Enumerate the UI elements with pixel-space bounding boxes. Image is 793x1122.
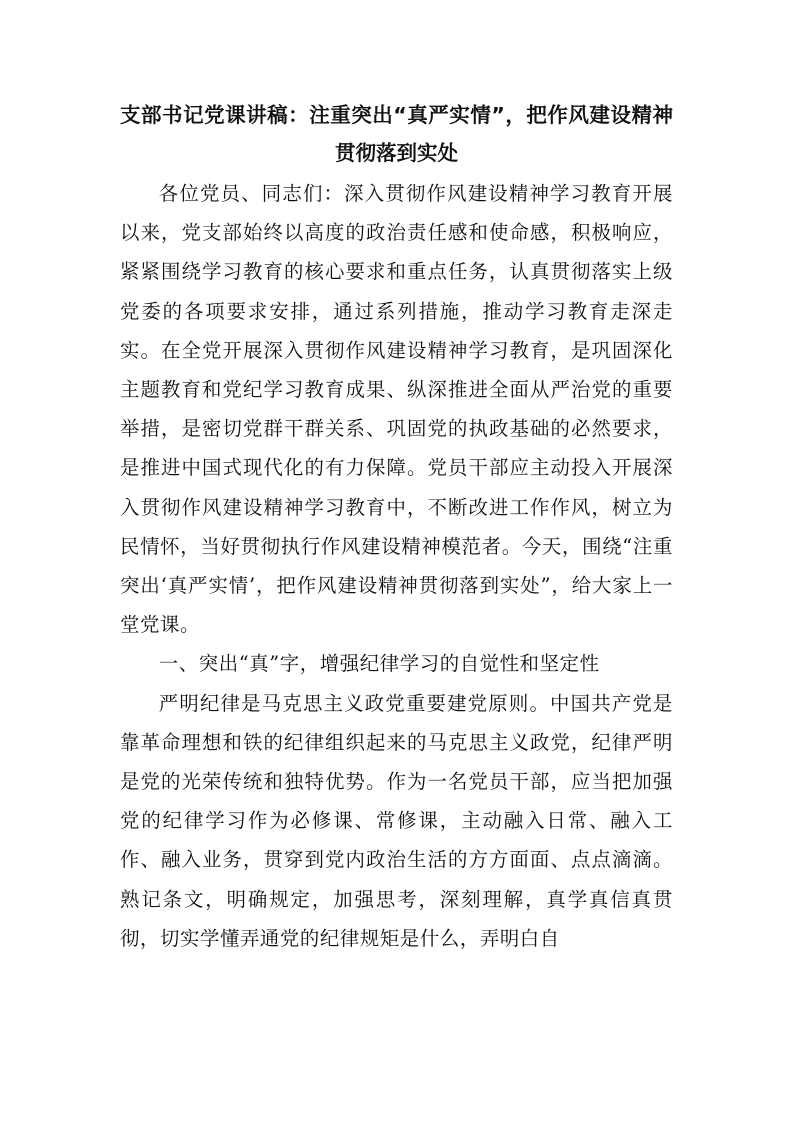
document-title: 支部书记党课讲稿：注重突出“真严实情”，把作风建设精神贯彻落到实处 <box>120 103 673 165</box>
intro-paragraph: 各位党员、同志们：深入贯彻作风建设精神学习教育开展以来，党支部始终以高度的政治责任感和使命感，积极响应，紧紧围绕学习教育的核心要求和重点任务，认真贯彻落实上级党委的各项要求安排，通过系列措施，推动学习教育走深走实。在全党开展深入贯彻作风建设精神学习教育，是巩固深化主题教育和党纪学习教育成果、纵深推进全面从严治党的重要举措，是密切党群干群关系、巩固党的执政基础的必然要求，是推进中国式现代化的有力保障。党员干部应主动投入开展深入贯彻作风建设精神学习教育中，不断改进工作作风，树立为民情怀，当好贯彻执行作风建设精神模范者。今天，围绕“注重突出‘真严实情’，把作风建设精神贯彻落到实处”，给大家上一堂党课。 <box>120 182 673 637</box>
section-paragraph: 严明纪律是马克思主义政党重要建党原则。中国共产党是靠革命理想和铁的纪律组织起来的马克思主义政党，纪律严明是党的光荣传统和独特优势。作为一名党员干部，应当把加强党的纪律学习作为必修课、常修课，主动融入日常、融入工作、融入业务，贯穿到党内政治生活的方方面面、点点滴滴。熟记条文，明确规定，加强思考，深刻理解，真学真信真贯彻，切实学懂弄通党的纪律规矩是什么，弄明白自 <box>120 691 673 950</box>
section-heading: 一、突出“真”字，增强纪律学习的自觉性和坚定性 <box>158 652 600 676</box>
document-body <box>120 96 673 958</box>
